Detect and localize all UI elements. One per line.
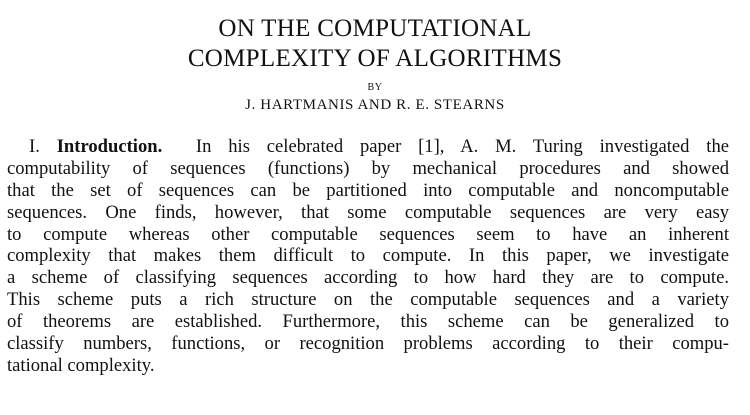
- paragraph-line: This scheme puts a rich structure on the computable sequences and a variety: [7, 289, 729, 311]
- paragraph-line: computability of sequences (functions) by mechanical procedures and showed: [7, 157, 729, 179]
- paragraph-line: of theorems are established. Furthermore, this scheme can be generalized to: [7, 311, 729, 333]
- paragraph-line: to compute whereas other computable sequences seem to have an inherent: [7, 223, 729, 245]
- introduction-paragraph: [7, 136, 729, 377]
- paragraph-line: tational complexity.: [7, 354, 155, 376]
- paragraph-line: sequences. One finds, however, that some computable sequences are very easy: [7, 201, 729, 223]
- paper-title-line-1: ON THE COMPUTATIONAL: [218, 15, 532, 42]
- paragraph-line: [7, 136, 729, 158]
- section-number: I.: [29, 136, 40, 157]
- paragraph-line: classify numbers, functions, or recognition problems according to their compu-: [7, 333, 729, 355]
- paragraph-line-text: In his celebrated paper [1], A. M. Turing investigated the: [195, 136, 730, 157]
- paragraph-line: complexity that makes them difficult to compute. In this paper, we investigate: [7, 245, 729, 267]
- paper-title-line-2: COMPLEXITY OF ALGORITHMS: [187, 45, 563, 72]
- authors: J. HARTMANIS AND R. E. STEARNS: [245, 97, 505, 113]
- byline-label: BY: [367, 82, 383, 93]
- section-heading: Introduction.: [56, 136, 163, 157]
- paragraph-line: a scheme of classifying sequences according to how hard they are to compute.: [7, 267, 729, 289]
- paragraph-line: that the set of sequences can be partitioned into computable and noncomputable: [7, 179, 729, 201]
